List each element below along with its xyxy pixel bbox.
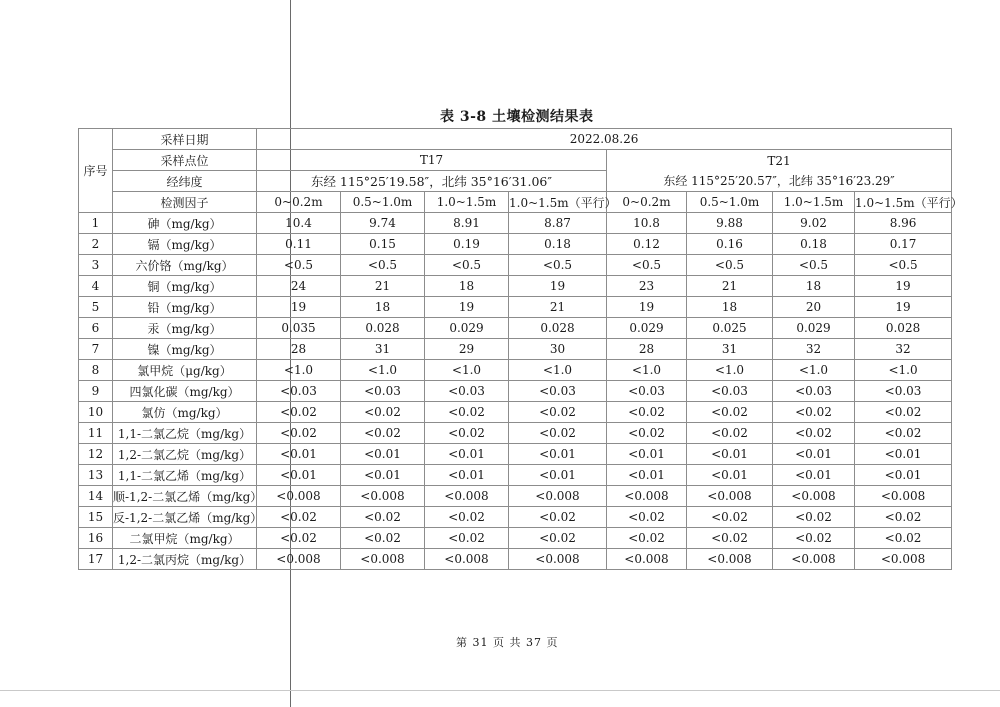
depth-header: 1.0~1.5m: [425, 192, 509, 213]
result-cell: 0.18: [509, 234, 607, 255]
row-seq: 10: [79, 402, 113, 423]
header-row-depth: [79, 192, 952, 213]
result-cell: <0.008: [341, 486, 425, 507]
result-cell: 0.028: [341, 318, 425, 339]
row-factor: 氯仿（mg/kg）: [113, 402, 257, 423]
result-cell: <1.0: [341, 360, 425, 381]
result-cell: <0.5: [341, 255, 425, 276]
table-row: [79, 381, 952, 402]
result-cell: 19: [425, 297, 509, 318]
result-cell: <0.02: [425, 528, 509, 549]
table-row: [79, 507, 952, 528]
result-cell: 18: [425, 276, 509, 297]
row-seq: 1: [79, 213, 113, 234]
result-cell: 18: [341, 297, 425, 318]
result-cell: 24: [257, 276, 341, 297]
scan-edge-line: [0, 690, 1000, 691]
result-cell: 19: [855, 297, 952, 318]
result-cell: <0.03: [257, 381, 341, 402]
row-factor: 汞（mg/kg）: [113, 318, 257, 339]
result-cell: <0.008: [509, 549, 607, 570]
table-row: [79, 213, 952, 234]
row-factor: 顺-1,2-二氯乙烯（mg/kg）: [113, 486, 257, 507]
result-cell: <0.02: [341, 402, 425, 423]
result-cell: 19: [607, 297, 687, 318]
result-cell: <0.01: [509, 444, 607, 465]
result-cell: <0.03: [509, 381, 607, 402]
table-row: [79, 444, 952, 465]
row-factor: 1,2-二氯丙烷（mg/kg）: [113, 549, 257, 570]
result-cell: <0.03: [687, 381, 773, 402]
sampling-date: 2022.08.26: [257, 129, 952, 150]
table-row: [79, 486, 952, 507]
row-seq: 7: [79, 339, 113, 360]
result-cell: <0.02: [257, 402, 341, 423]
result-cell: <0.02: [855, 423, 952, 444]
result-cell: <1.0: [509, 360, 607, 381]
result-cell: <0.02: [341, 528, 425, 549]
result-cell: 30: [509, 339, 607, 360]
result-cell: <0.02: [773, 528, 855, 549]
site-coords-t21: 东经 115°25′20.57″，北纬 35°16′23.29″: [663, 174, 895, 188]
result-cell: <0.02: [509, 528, 607, 549]
row-seq: 11: [79, 423, 113, 444]
row-factor: 反-1,2-二氯乙烯（mg/kg）: [113, 507, 257, 528]
result-cell: 0.025: [687, 318, 773, 339]
row-seq: 6: [79, 318, 113, 339]
result-cell: 0.028: [855, 318, 952, 339]
row-factor: 镍（mg/kg）: [113, 339, 257, 360]
result-cell: 29: [425, 339, 509, 360]
result-cell: 19: [509, 276, 607, 297]
result-cell: <0.02: [855, 528, 952, 549]
result-cell: 31: [687, 339, 773, 360]
depth-header: 0.5~1.0m: [341, 192, 425, 213]
result-cell: 0.17: [855, 234, 952, 255]
row-seq: 9: [79, 381, 113, 402]
table-row: [79, 234, 952, 255]
result-cell: 32: [855, 339, 952, 360]
depth-header: 0.5~1.0m: [687, 192, 773, 213]
result-cell: <0.008: [607, 549, 687, 570]
site-name-t17: T17: [257, 150, 607, 171]
result-cell: <0.02: [341, 507, 425, 528]
row-seq: 8: [79, 360, 113, 381]
soil-results-table: [78, 128, 963, 570]
result-cell: 28: [257, 339, 341, 360]
result-cell: <0.02: [425, 423, 509, 444]
result-cell: <0.008: [687, 486, 773, 507]
result-cell: 31: [341, 339, 425, 360]
result-cell: <0.008: [855, 549, 952, 570]
result-cell: <0.008: [773, 549, 855, 570]
result-cell: <0.01: [773, 444, 855, 465]
table-row: [79, 360, 952, 381]
result-cell: <0.02: [773, 507, 855, 528]
result-cell: 9.02: [773, 213, 855, 234]
result-cell: <0.01: [257, 444, 341, 465]
row-seq: 4: [79, 276, 113, 297]
result-cell: <0.02: [607, 507, 687, 528]
result-cell: 21: [341, 276, 425, 297]
result-cell: 0.029: [425, 318, 509, 339]
result-cell: <0.02: [607, 423, 687, 444]
result-cell: 0.19: [425, 234, 509, 255]
table-row: [79, 255, 952, 276]
table-row: [79, 339, 952, 360]
result-cell: <0.02: [425, 402, 509, 423]
result-cell: <0.008: [257, 486, 341, 507]
date-label: 采样日期: [113, 129, 257, 150]
result-cell: <0.02: [257, 528, 341, 549]
result-cell: <0.5: [855, 255, 952, 276]
result-cell: 8.87: [509, 213, 607, 234]
result-cell: 0.035: [257, 318, 341, 339]
result-cell: <0.02: [687, 528, 773, 549]
result-cell: 21: [509, 297, 607, 318]
result-cell: 0.028: [509, 318, 607, 339]
table-row: [79, 549, 952, 570]
result-cell: <1.0: [687, 360, 773, 381]
result-cell: <0.02: [855, 402, 952, 423]
result-cell: <0.03: [425, 381, 509, 402]
result-cell: <0.008: [257, 549, 341, 570]
result-cell: <1.0: [425, 360, 509, 381]
result-cell: 20: [773, 297, 855, 318]
result-cell: <0.008: [425, 549, 509, 570]
result-cell: <0.008: [607, 486, 687, 507]
result-cell: 0.16: [687, 234, 773, 255]
result-cell: <0.02: [607, 528, 687, 549]
site-name-t21: T21: [767, 154, 791, 168]
result-cell: <0.02: [607, 402, 687, 423]
row-factor: 二氯甲烷（mg/kg）: [113, 528, 257, 549]
result-cell: 10.8: [607, 213, 687, 234]
header-row-site: [79, 150, 952, 171]
result-cell: <0.01: [855, 465, 952, 486]
row-factor: 铅（mg/kg）: [113, 297, 257, 318]
row-factor: 1,2-二氯乙烷（mg/kg）: [113, 444, 257, 465]
result-cell: <1.0: [855, 360, 952, 381]
result-cell: 18: [773, 276, 855, 297]
row-factor: 氯甲烷（μg/kg）: [113, 360, 257, 381]
result-cell: <0.01: [687, 465, 773, 486]
coords-label: 经纬度: [113, 171, 257, 192]
table-row: [79, 276, 952, 297]
result-cell: 9.88: [687, 213, 773, 234]
result-cell: <0.5: [773, 255, 855, 276]
table-row: [79, 465, 952, 486]
row-seq: 2: [79, 234, 113, 255]
row-seq: 3: [79, 255, 113, 276]
row-seq: 12: [79, 444, 113, 465]
site-label: 采样点位: [113, 150, 257, 171]
depth-header: 1.0~1.5m（平行）: [855, 192, 952, 213]
row-seq: 17: [79, 549, 113, 570]
row-factor: 四氯化碳（mg/kg）: [113, 381, 257, 402]
result-cell: 0.029: [607, 318, 687, 339]
result-cell: <0.02: [773, 423, 855, 444]
result-cell: <0.03: [773, 381, 855, 402]
seq-header: 序号: [79, 129, 113, 213]
result-cell: 32: [773, 339, 855, 360]
table-row: [79, 423, 952, 444]
result-cell: <0.01: [855, 444, 952, 465]
depth-header: 0~0.2m: [257, 192, 341, 213]
result-cell: <0.02: [687, 423, 773, 444]
result-cell: <1.0: [773, 360, 855, 381]
factor-label: 检测因子: [113, 192, 257, 213]
result-cell: <0.02: [509, 507, 607, 528]
result-cell: <0.01: [687, 444, 773, 465]
row-factor: 1,1-二氯乙烷（mg/kg）: [113, 423, 257, 444]
result-cell: <0.01: [509, 465, 607, 486]
result-cell: <0.008: [687, 549, 773, 570]
result-cell: 18: [687, 297, 773, 318]
result-cell: <0.5: [607, 255, 687, 276]
result-cell: <0.008: [509, 486, 607, 507]
result-cell: 21: [687, 276, 773, 297]
result-cell: 8.91: [425, 213, 509, 234]
depth-header: 0~0.2m: [607, 192, 687, 213]
row-factor: 1,1-二氯乙烯（mg/kg）: [113, 465, 257, 486]
result-cell: <0.01: [773, 465, 855, 486]
result-cell: <0.5: [509, 255, 607, 276]
result-cell: <0.02: [773, 402, 855, 423]
result-cell: <0.5: [257, 255, 341, 276]
depth-header: 1.0~1.5m（平行）: [509, 192, 607, 213]
result-cell: 0.029: [773, 318, 855, 339]
result-cell: <0.01: [607, 465, 687, 486]
result-cell: 9.74: [341, 213, 425, 234]
result-cell: <0.5: [425, 255, 509, 276]
row-seq: 5: [79, 297, 113, 318]
row-factor: 镉（mg/kg）: [113, 234, 257, 255]
row-seq: 15: [79, 507, 113, 528]
row-factor: 砷（mg/kg）: [113, 213, 257, 234]
result-cell: <0.01: [257, 465, 341, 486]
result-cell: <0.008: [773, 486, 855, 507]
result-cell: <0.02: [687, 507, 773, 528]
result-cell: 0.15: [341, 234, 425, 255]
result-cell: <0.01: [341, 444, 425, 465]
result-cell: <0.01: [425, 444, 509, 465]
result-cell: <0.02: [509, 423, 607, 444]
site-coords-t17: 东经 115°25′19.58″，北纬 35°16′31.06″: [257, 171, 607, 192]
result-cell: <1.0: [607, 360, 687, 381]
row-factor: 六价铬（mg/kg）: [113, 255, 257, 276]
row-seq: 13: [79, 465, 113, 486]
result-cell: <1.0: [257, 360, 341, 381]
result-cell: <0.02: [257, 507, 341, 528]
result-cell: <0.01: [341, 465, 425, 486]
table-row: [79, 402, 952, 423]
page-number: 第 31 页 共 37 页: [456, 636, 559, 649]
result-cell: <0.03: [855, 381, 952, 402]
result-cell: <0.008: [855, 486, 952, 507]
table-row: [79, 318, 952, 339]
result-cell: 0.18: [773, 234, 855, 255]
result-cell: 10.4: [257, 213, 341, 234]
result-cell: <0.02: [855, 507, 952, 528]
result-cell: <0.02: [341, 423, 425, 444]
row-factor: 铜（mg/kg）: [113, 276, 257, 297]
site-cell-t21: [607, 150, 952, 192]
result-cell: <0.02: [687, 402, 773, 423]
result-cell: 23: [607, 276, 687, 297]
table-row: [79, 297, 952, 318]
result-cell: <0.008: [341, 549, 425, 570]
result-cell: <0.02: [509, 402, 607, 423]
result-cell: 0.12: [607, 234, 687, 255]
table-row: [79, 528, 952, 549]
header-row-date: [79, 129, 952, 150]
result-cell: <0.02: [425, 507, 509, 528]
result-cell: <0.01: [607, 444, 687, 465]
depth-header: 1.0~1.5m: [773, 192, 855, 213]
result-cell: <0.008: [425, 486, 509, 507]
result-cell: <0.02: [257, 423, 341, 444]
result-cell: 8.96: [855, 213, 952, 234]
result-cell: 19: [257, 297, 341, 318]
table-title: 表 3-8 土壤检测结果表: [440, 109, 594, 125]
result-cell: <0.03: [607, 381, 687, 402]
result-cell: <0.01: [425, 465, 509, 486]
row-seq: 16: [79, 528, 113, 549]
result-cell: <0.03: [341, 381, 425, 402]
row-seq: 14: [79, 486, 113, 507]
result-cell: 28: [607, 339, 687, 360]
result-cell: <0.5: [687, 255, 773, 276]
result-cell: 19: [855, 276, 952, 297]
result-cell: 0.11: [257, 234, 341, 255]
